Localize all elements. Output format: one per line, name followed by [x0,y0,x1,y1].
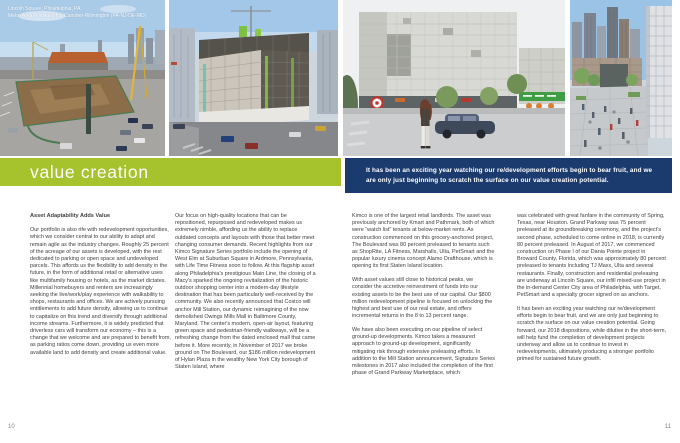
article-column-1 [30,213,171,363]
article-paragraph: We have also been executing on our pipeline of select ground-up developments. Kimco takes a measured approach to ground-up development, significantly mitigating risk through extensive preleasing efforts. In addition to the Mill Station announcement, Signature Series milestones in 2017 also included the completion of the first phase of Grand Parkway Marketplace, which [352,327,495,377]
pull-quote-text: It has been an exciting year watching our re/development efforts begin to bear fruit, and we are only just beginning to scratch the surface on our value creation potential. [366,166,653,184]
plaza-skyline-rendering-photo [570,0,672,156]
article-column-2 [175,213,318,378]
pull-quote-box [345,158,672,193]
photo-caption [8,6,146,19]
building-under-construction-photo [169,0,338,156]
value-creation-banner [0,158,341,186]
article-paragraph: Our portfolio is also rife with redevelopment opportunities, which we consider central to our ability to adapt and remain agile as the industry changes. Roughly 25 percent of the acreage of our assets is developed, with the rest dedicated to parking or open space and undeveloped parcels. This affords us the flexibility to add density in the future, in the form of additional retail or alternative uses like multifamily housing or hotels, as the market dictates. Millennial homebuyers and renters are increasingly seeking the live/work/play experience with walkability to shops, restaurants and offices. We are actively pursuing entitlements to add future density, allowing us to continue to capitalize on this trend and diversify through additional income streams. Furthermore, it is widely predicted that driverless cars will transform our economy – this is a change that we welcome and are prepared to benefit from, as parking ratios come down, providing us even more available land to add density and create additional value. [30,227,171,356]
plaza-rendering-illustration [570,0,672,156]
article-subheading: Asset Adaptability Adds Value [30,213,111,219]
article-paragraph: It has been an exciting year watching our re/development efforts begin to bear fruit, and we are only just beginning to scratch the surface on our value creation potential. Going forward, our 2018 dispositions, while dilutive in the short-term, will help fund the completion of development projects underway and allow us to continue to invest in redevelopments, ultimately producing a stronger portfolio primed for sustained future growth. [517,306,666,363]
article-paragraph: Kimco is one of the largest retail landlords. The asset was previously anchored by Kmart and Pathmark, both of which were “watch list” tenants at below-market rents. As construction commenced on this grocery-anchored project, The Boulevard was 80 percent preleased to tenants such as ShopRite, LA Fitness, Marshalls, Ulta, PetSmart and the popular luxury cinema concept Alamo Drafthouse, which is opening its first Staten Island location. [352,213,495,270]
page-number-right: 11 [664,424,671,430]
article-column-4 [517,213,667,370]
page-number-left: 10 [8,424,15,430]
building-construction-illustration [169,0,338,156]
article-column-3 [352,213,495,384]
construction-aerial-illustration [0,0,165,156]
article-paragraph: Our focus on high-quality locations that can be repositioned, repurposed and redeveloped makes us extremely nimble, affording us the ability to replace outdated concepts and layouts with those that better meet changing consumer demands. Recent highlights from our Kimco Signature Series portfolio include the opening of West Elm at Suburban Square in Ardmore, Pennsylvania, with Life Time Fitness soon to follow. At this flagship asset along Philadelphia's prestigious Main Line, the closing of a Macy's sparked the ongoing revitalization of the historic outdoor shopping center into a modern-day lifestyle destination that has been particularly well-received by the community. We also recently announced that Costco will anchor Mill Station, our dynamic reimagining of the now demolished Owings Mills Mall in Baltimore County, Maryland. The center's modern, open-air layout, featuring green space and pedestrian-friendly walkways, will be a refreshing change from the dated enclosed mall that came before it. More recently, in November of 2017 we broke ground on The Boulevard, our $186 million redevelopment of Hylan Plaza in the wealthy New York City borough of Staten Island, where [175,213,316,371]
section-title: value creation [30,161,149,182]
photo-caption-line2: Metro Area: Philadelphia-Camden-Wilmington (PA-NJ-DE-MD) [8,12,147,19]
article-paragraph: With asset values still close to historical peaks, we consider the accretive reinvestment of funds into our existing assets to be the best use of our capital. Our $800 million redevelopment pipeline is focused on unlocking the highest and best use of our real estate, and offers incremental returns in the 8 to 13 percent range. [352,277,493,320]
article-paragraph: was celebrated with great fanfare in the community of Spring, Texas, near Houston. Grand Parkway was 75 percent preleased at its groundbreaking ceremony, and the project's second phase, scheduled to come online in 2018, is currently 80 percent preleased. In August of 2017, we commenced construction on Phase I of our Dania Pointe project in Broward County, Florida, which was approximately 80 percent preleased to tenants including TJ Maxx, Ulta and several restaurants. Finally, construction and residential preleasing are underway at Lincoln Square, our infill mixed-use project in the in-demand Center City area of Philadelphia, with Target, PetSmart and a specialty grocer signed on as anchors. [517,213,666,299]
photo-caption-line1: Lincoln Square, Philadelphia, PA [8,6,81,12]
street-level-rendering-photo [343,0,565,156]
street-rendering-illustration [343,0,565,156]
construction-site-aerial-photo [0,0,165,156]
